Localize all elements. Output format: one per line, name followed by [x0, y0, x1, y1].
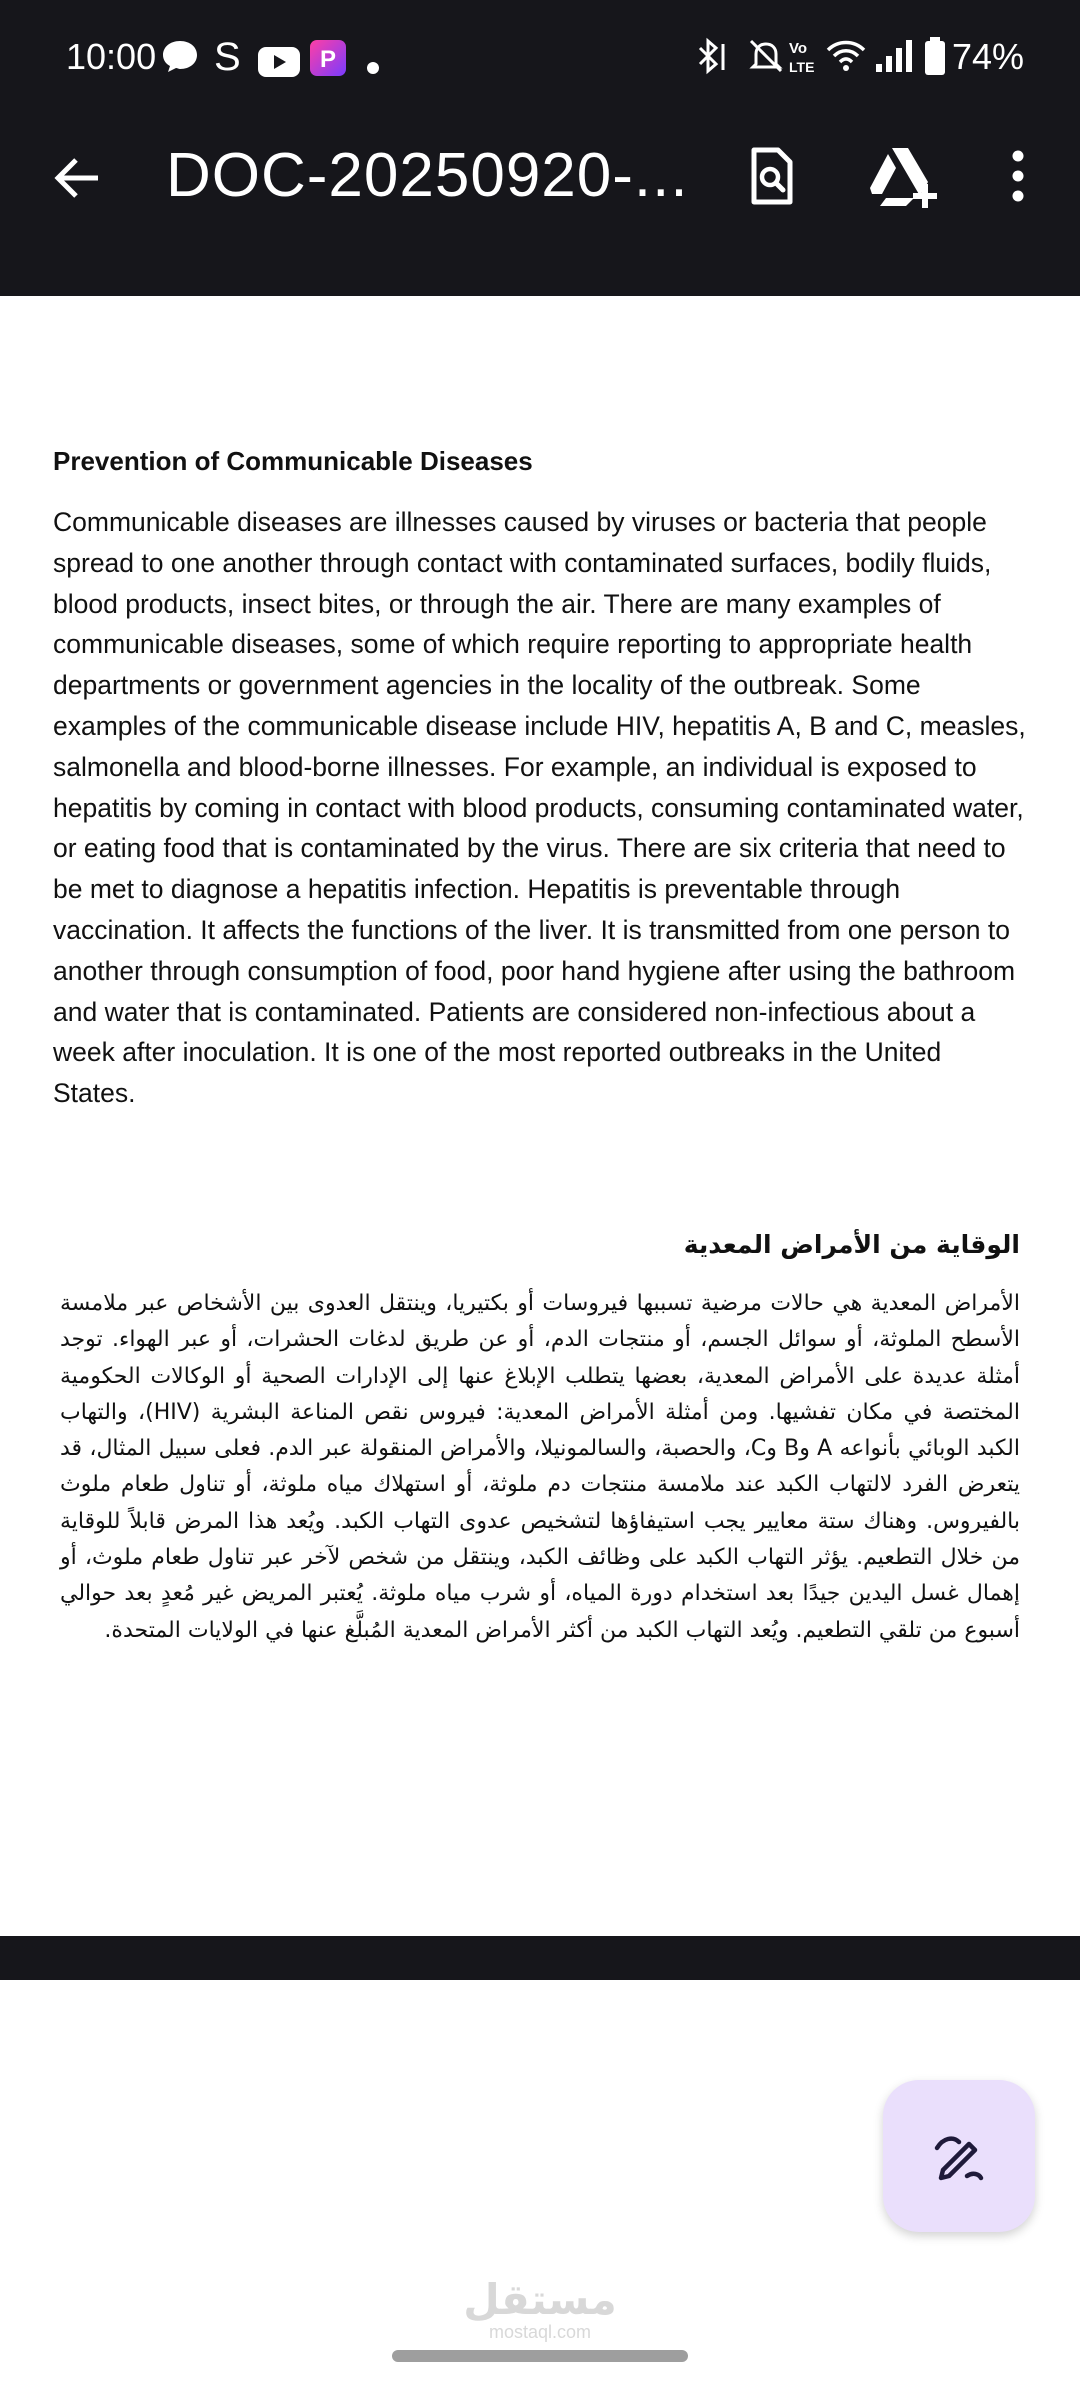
chat-bubble-icon: [160, 36, 200, 76]
page-divider: [0, 1936, 1080, 1980]
mute-icon: [746, 36, 786, 76]
back-arrow-icon: [52, 152, 104, 204]
bluetooth-icon: [690, 36, 730, 76]
edit-document-button[interactable]: [883, 2080, 1035, 2232]
english-heading: Prevention of Communicable Diseases: [53, 446, 533, 476]
svg-text:Vo: Vo: [789, 40, 808, 57]
svg-text:P: P: [320, 46, 337, 73]
watermark: [0, 2275, 1080, 2342]
status-bar: [0, 0, 1080, 120]
svg-text:LTE: LTE: [789, 59, 815, 75]
more-vert-icon: [994, 140, 1042, 212]
home-indicator[interactable]: [392, 2350, 688, 2362]
s-app-icon: [212, 36, 246, 76]
signal-icon: [874, 36, 914, 76]
arabic-paragraph: الأمراض المعدية هي حالات مرضية تسببها فيروسات أو بكتيريا، وينتقل العدوى بين الأشخاص عبر ملامسة الأسطح الملوثة، أو سوائل الجسم، أو منتجات الدم، أو عن طريق لدغات الحشرات، أو عبر الهواء. توجد أمثلة عديدة على الأمراض المعدية، بعضها يتطلب الإبلاغ عنها إلى الإدارات الصحية أو الوكالات الحكومية المختصة في مكان تفشيها. ومن أمثلة الأمراض المعدية: فيروس نقص المناعة البشرية (HIV)، والتهاب الكبد الوبائي بأنواعه A وB وC، والحصبة، والسالمونيلا، والأمراض المنقولة عبر الدم. فعلى سبيل المثال، قد يتعرض الفرد لالتهاب الكبد عند ملامسة منتجات دم ملوثة، أو استهلاك مياه ملوثة، أو تناول طعام ملوث بالفيروس. وهناك ستة معايير يجب استيفاؤها لتشخيص عدوى التهاب الكبد. ويُعد هذا المرض قابلاً للوقاية من خلال التطعيم. يؤثر التهاب الكبد على وظائف الكبد، وينتقل من شخص لآخر عبر تناول طعام ملوث، أو إهمال غسل اليدين جيدًا بعد استخدام دورة المياه، أو شرب مياه ملوثة. يُعتبر المريض غير مُعدٍ بعد حوالي أسبوع من تلقي التطعيم. ويُعد التهاب الكبد من أكثر الأمراض المعدية المُبلَّغ عنها في الولايات المتحدة.: [60, 1291, 1020, 1643]
battery-percent: 74%: [952, 36, 1025, 77]
drive-add-icon: [864, 140, 944, 212]
watermark-arabic: مستقل: [463, 2275, 617, 2324]
english-paragraph: Communicable diseases are illnesses caused by viruses or bacteria that people spread to one another through contact with contaminated surfaces, bodily fluids, blood products, insect bites, or through the air. There are many examples of communicable diseases, some of which require reporting to appropriate health departments or government agencies in the locality of the outbreak. Some examples of the communicable disease include HIV, hepatitis A, B and C, measles, salmonella and blood-borne illnesses. For example, an individual is exposed to hepatitis by coming in contact with blood products, consuming contaminated water, or eating food that is contaminated by the virus. There are six criteria that need to be met to diagnose a hepatitis infection. Hepatitis is preventable through vaccination. It affects the functions of the liver. It is transmitted from one person to another through consumption of food, poor hand hygiene after using the bathroom and water that is contaminated. Patients are considered non-infectious about a week after inoculation. It is one of the most reported outbreaks in the United States.: [53, 507, 1026, 1109]
document-title: DOC-20250920-...: [166, 141, 689, 210]
more-options-button[interactable]: [994, 140, 1042, 212]
arabic-heading: الوقاية من الأمراض المعدية: [683, 1230, 1020, 1259]
search-document-icon: [736, 140, 808, 212]
back-button[interactable]: [40, 140, 116, 216]
watermark-url: mostaql.com: [488, 2322, 592, 2342]
picsart-icon: [310, 38, 346, 78]
search-document-button[interactable]: [736, 140, 808, 212]
youtube-icon: [258, 42, 300, 82]
volte-icon: [788, 36, 822, 76]
status-time: 10:00: [66, 36, 157, 77]
dot-icon: [366, 48, 380, 88]
app-bar: [0, 120, 1080, 296]
wifi-icon: [826, 36, 866, 76]
svg-text:S: S: [214, 36, 241, 76]
document-page: [0, 296, 1080, 1936]
add-to-drive-button[interactable]: [864, 140, 944, 212]
top-bar: [0, 0, 1080, 296]
edit-pen-icon: [929, 2126, 989, 2186]
battery-icon: [924, 36, 946, 76]
